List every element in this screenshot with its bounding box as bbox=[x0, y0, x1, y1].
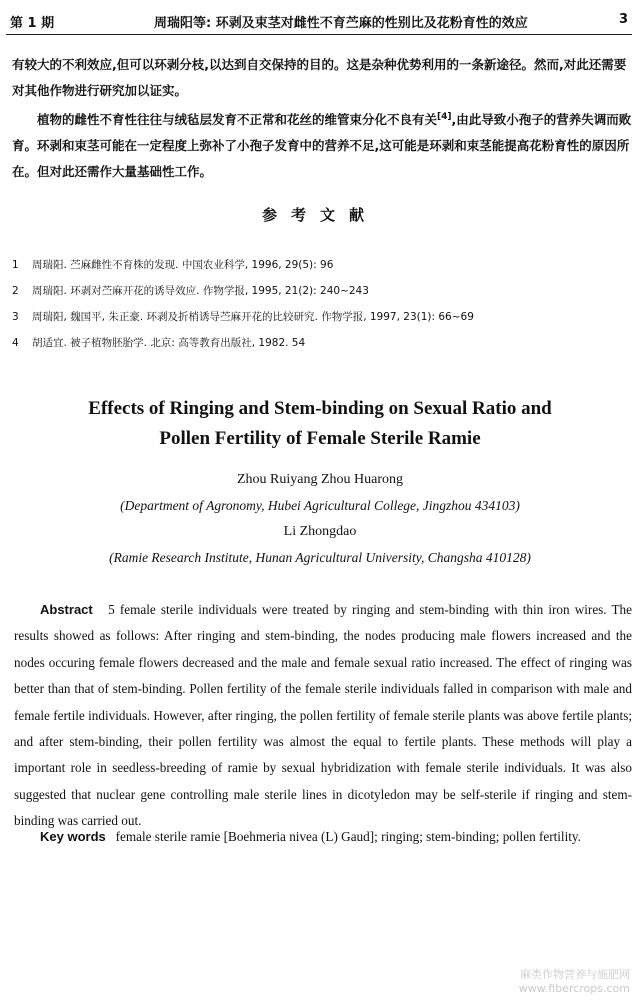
keywords-label: Key words bbox=[40, 829, 106, 844]
abstract-text: 5 female sterile individuals were treated by ringing and stem-binding with thin iron wires. The results showed as follows: After ringing and stem-binding, the nodes producing male flowers increased and the nodes occuring female flowers decreased and the male and female sexual ratio increased. The effect of ringing was better than that of stem-binding. Pollen fertility of the female sterile individuals falled in comparison with male and female fertile individuals. However, after ringing, the pollen fertility of female sterile plants was above fertile plants; and after stem-binding, their pollen fertility was almost the equal to fertile plants. These methods will play a important role in seedless-breeding of ramie by sexual hybridization with female sterile individuals. It was also suggested that nuclear gene controlling male sterile lines in dicotyledon may be self-sterile if ringing and stem-binding was carried out. bbox=[14, 602, 632, 829]
running-head bbox=[6, 4, 632, 35]
affiliation-2: (Ramie Research Institute, Hunan Agricultural University, Changsha 410128) bbox=[109, 550, 531, 565]
abstract-label: Abstract bbox=[40, 602, 93, 617]
watermark-line-2: www.fibercrops.com bbox=[518, 982, 630, 995]
body-paragraph-2-main: 植物的雌性不育性往往与绒毡层发育不正常和花丝的维管束分化不良有关 bbox=[37, 112, 438, 128]
body-paragraph-1: 有较大的不利效应,但可以环剥分枝,以达到自交保持的目的。这是杂种优势利用的一条新途径。然而,对此还需要对其他作物进行研究加以证实。 bbox=[12, 57, 627, 98]
issue-label: 第 1 期 bbox=[10, 16, 55, 31]
abstract bbox=[14, 597, 632, 835]
reference-item bbox=[12, 252, 632, 278]
reference-list bbox=[12, 252, 632, 356]
reference-text: 周瑞阳. 环剥对苎麻开花的诱导效应. 作物学报, 1995, 21(2): 240~243 bbox=[32, 285, 369, 297]
reference-number: 3 bbox=[12, 311, 19, 323]
body-paragraph-2-rest: ,由此导致小孢子的营养失调而败育。环剥和束茎可能在一定程度上弥补了小孢子发育中的营养不足,这可能是环剥和束茎能提高花粉育性的原因所在。但对此还需作大量基础性工作。 bbox=[12, 112, 632, 180]
citation-4: [4] bbox=[437, 112, 452, 122]
keywords bbox=[14, 824, 632, 850]
english-title-line-1: Effects of Ringing and Stem-binding on Sexual Ratio and bbox=[88, 398, 552, 419]
body-paragraph-2 bbox=[12, 104, 632, 185]
english-title bbox=[0, 394, 640, 454]
affiliation-1: (Department of Agronomy, Hubei Agricultural College, Jingzhou 434103) bbox=[120, 498, 520, 513]
reference-text: 周瑞阳, 魏国平, 朱正豪. 环剥及折梢诱导苎麻开花的比较研究. 作物学报, 1997, 23(1): 66~69 bbox=[32, 311, 474, 323]
reference-item bbox=[12, 304, 632, 330]
reference-text: 周瑞阳. 苎麻雌性不育株的发现. 中国农业科学, 1996, 29(5): 96 bbox=[32, 259, 334, 271]
page-number: 3 bbox=[618, 12, 628, 27]
reference-number: 4 bbox=[12, 337, 19, 349]
reference-item bbox=[12, 330, 632, 356]
reference-text: 胡适宜. 被子植物胚胎学. 北京: 高等教育出版社, 1982. 54 bbox=[32, 337, 306, 349]
watermark bbox=[519, 968, 630, 996]
running-title: 周瑞阳等: 环剥及束茎对雌性不育苎麻的性别比及花粉育性的效应 bbox=[154, 16, 528, 31]
reference-number: 2 bbox=[12, 285, 19, 297]
authors-line-2: Li Zhongdao bbox=[283, 524, 357, 539]
watermark-line-1: 麻类作物营养与施肥网 bbox=[520, 968, 630, 981]
references-heading: 参考文献 bbox=[261, 206, 378, 224]
authors-line-1: Zhou Ruiyang Zhou Huarong bbox=[236, 472, 404, 487]
reference-number: 1 bbox=[12, 259, 19, 271]
reference-item bbox=[12, 278, 632, 304]
keywords-text: female sterile ramie [Boehmeria nivea (L) Gaud]; ringing; stem-binding; pollen fertility. bbox=[115, 829, 581, 844]
english-title-line-2: Pollen Fertility of Female Sterile Ramie bbox=[159, 428, 481, 449]
